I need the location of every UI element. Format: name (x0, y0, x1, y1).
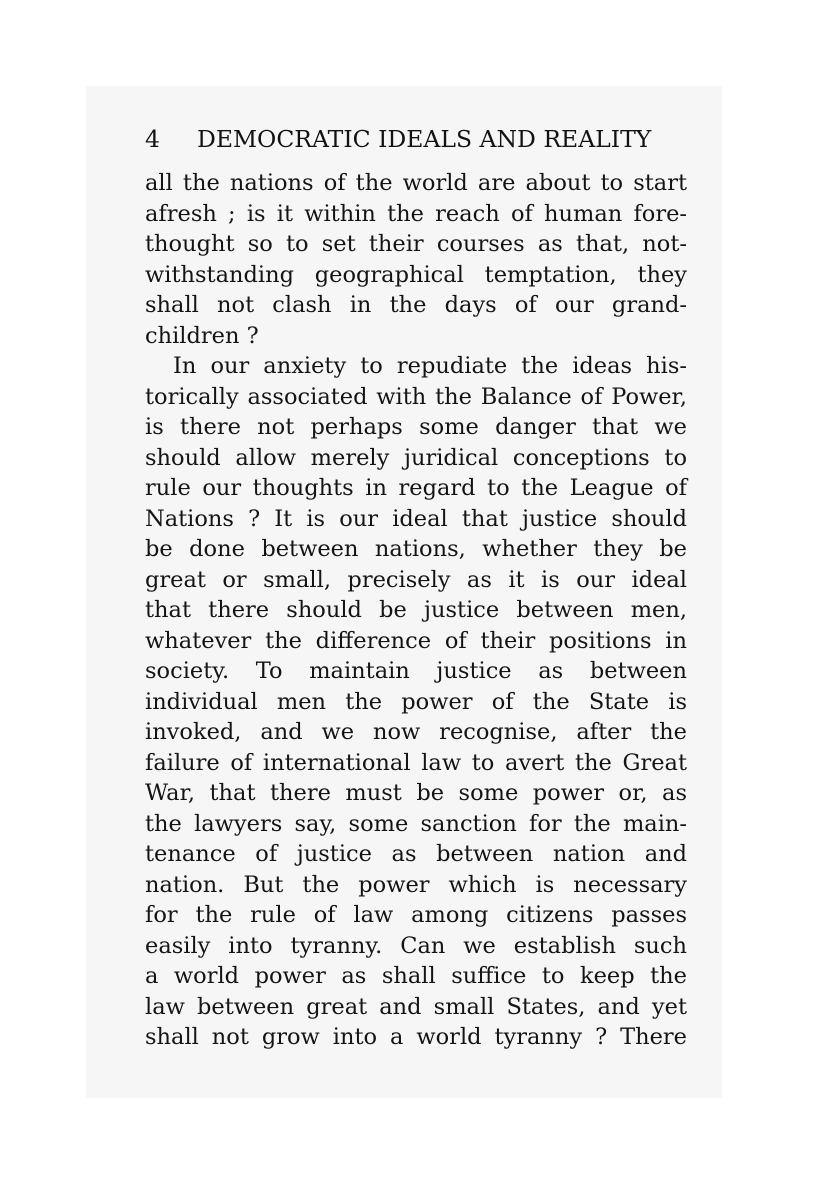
text-line: Nations ? It is our ideal that justice should (145, 505, 687, 532)
body-text (145, 168, 687, 1053)
text-line: whatever the difference of their positions in (145, 627, 687, 654)
text-line: children ? (145, 322, 259, 349)
text-line: In our anxiety to repudiate the ideas his- (173, 353, 687, 379)
text-line: individual men the power of the State is (145, 688, 687, 715)
running-title: DEMOCRATIC IDEALS AND REALITY (197, 125, 652, 153)
text-line: easily into tyranny. Can we establish such (145, 932, 687, 959)
text-line: rule our thoughts in regard to the League of (145, 475, 687, 501)
text-line: great or small, precisely as it is our ideal (145, 566, 687, 593)
text-line: be done between nations, whether they be (145, 536, 687, 562)
page-number: 4 (145, 125, 160, 153)
text-line: failure of international law to avert the Great (145, 749, 687, 776)
text-line: afresh ; is it within the reach of human fore- (145, 200, 687, 227)
text-line: that there should be justice between men, (145, 597, 687, 623)
paragraph-1 (145, 168, 687, 351)
text-line: invoked, and we now recognise, after the (145, 719, 687, 745)
running-head (145, 124, 685, 154)
text-line: all the nations of the world are about to start (145, 170, 687, 196)
text-line: society. To maintain justice as between (145, 658, 687, 684)
text-line: a world power as shall suffice to keep the (145, 963, 687, 989)
text-line: the lawyers say, some sanction for the main- (145, 810, 687, 837)
text-line: for the rule of law among citizens passes (145, 902, 687, 928)
text-line: tenance of justice as between nation and (145, 841, 687, 867)
text-line: withstanding geographical temptation, they (145, 261, 687, 288)
text-line: nation. But the power which is necessary (145, 871, 687, 898)
text-line: shall not clash in the days of our grand- (145, 292, 687, 318)
text-line: is there not perhaps some danger that we (145, 414, 687, 440)
text-line: War, that there must be some power or, as (145, 780, 687, 806)
text-line: shall not grow into a world tyranny ? There (145, 1024, 687, 1050)
text-line: thought so to set their courses as that, not- (145, 231, 687, 257)
text-line: torically associated with the Balance of Power, (145, 383, 687, 410)
text-line: should allow merely juridical conceptions to (145, 444, 687, 471)
text-line: law between great and small States, and yet (145, 993, 687, 1020)
paragraph-2 (145, 351, 687, 1053)
